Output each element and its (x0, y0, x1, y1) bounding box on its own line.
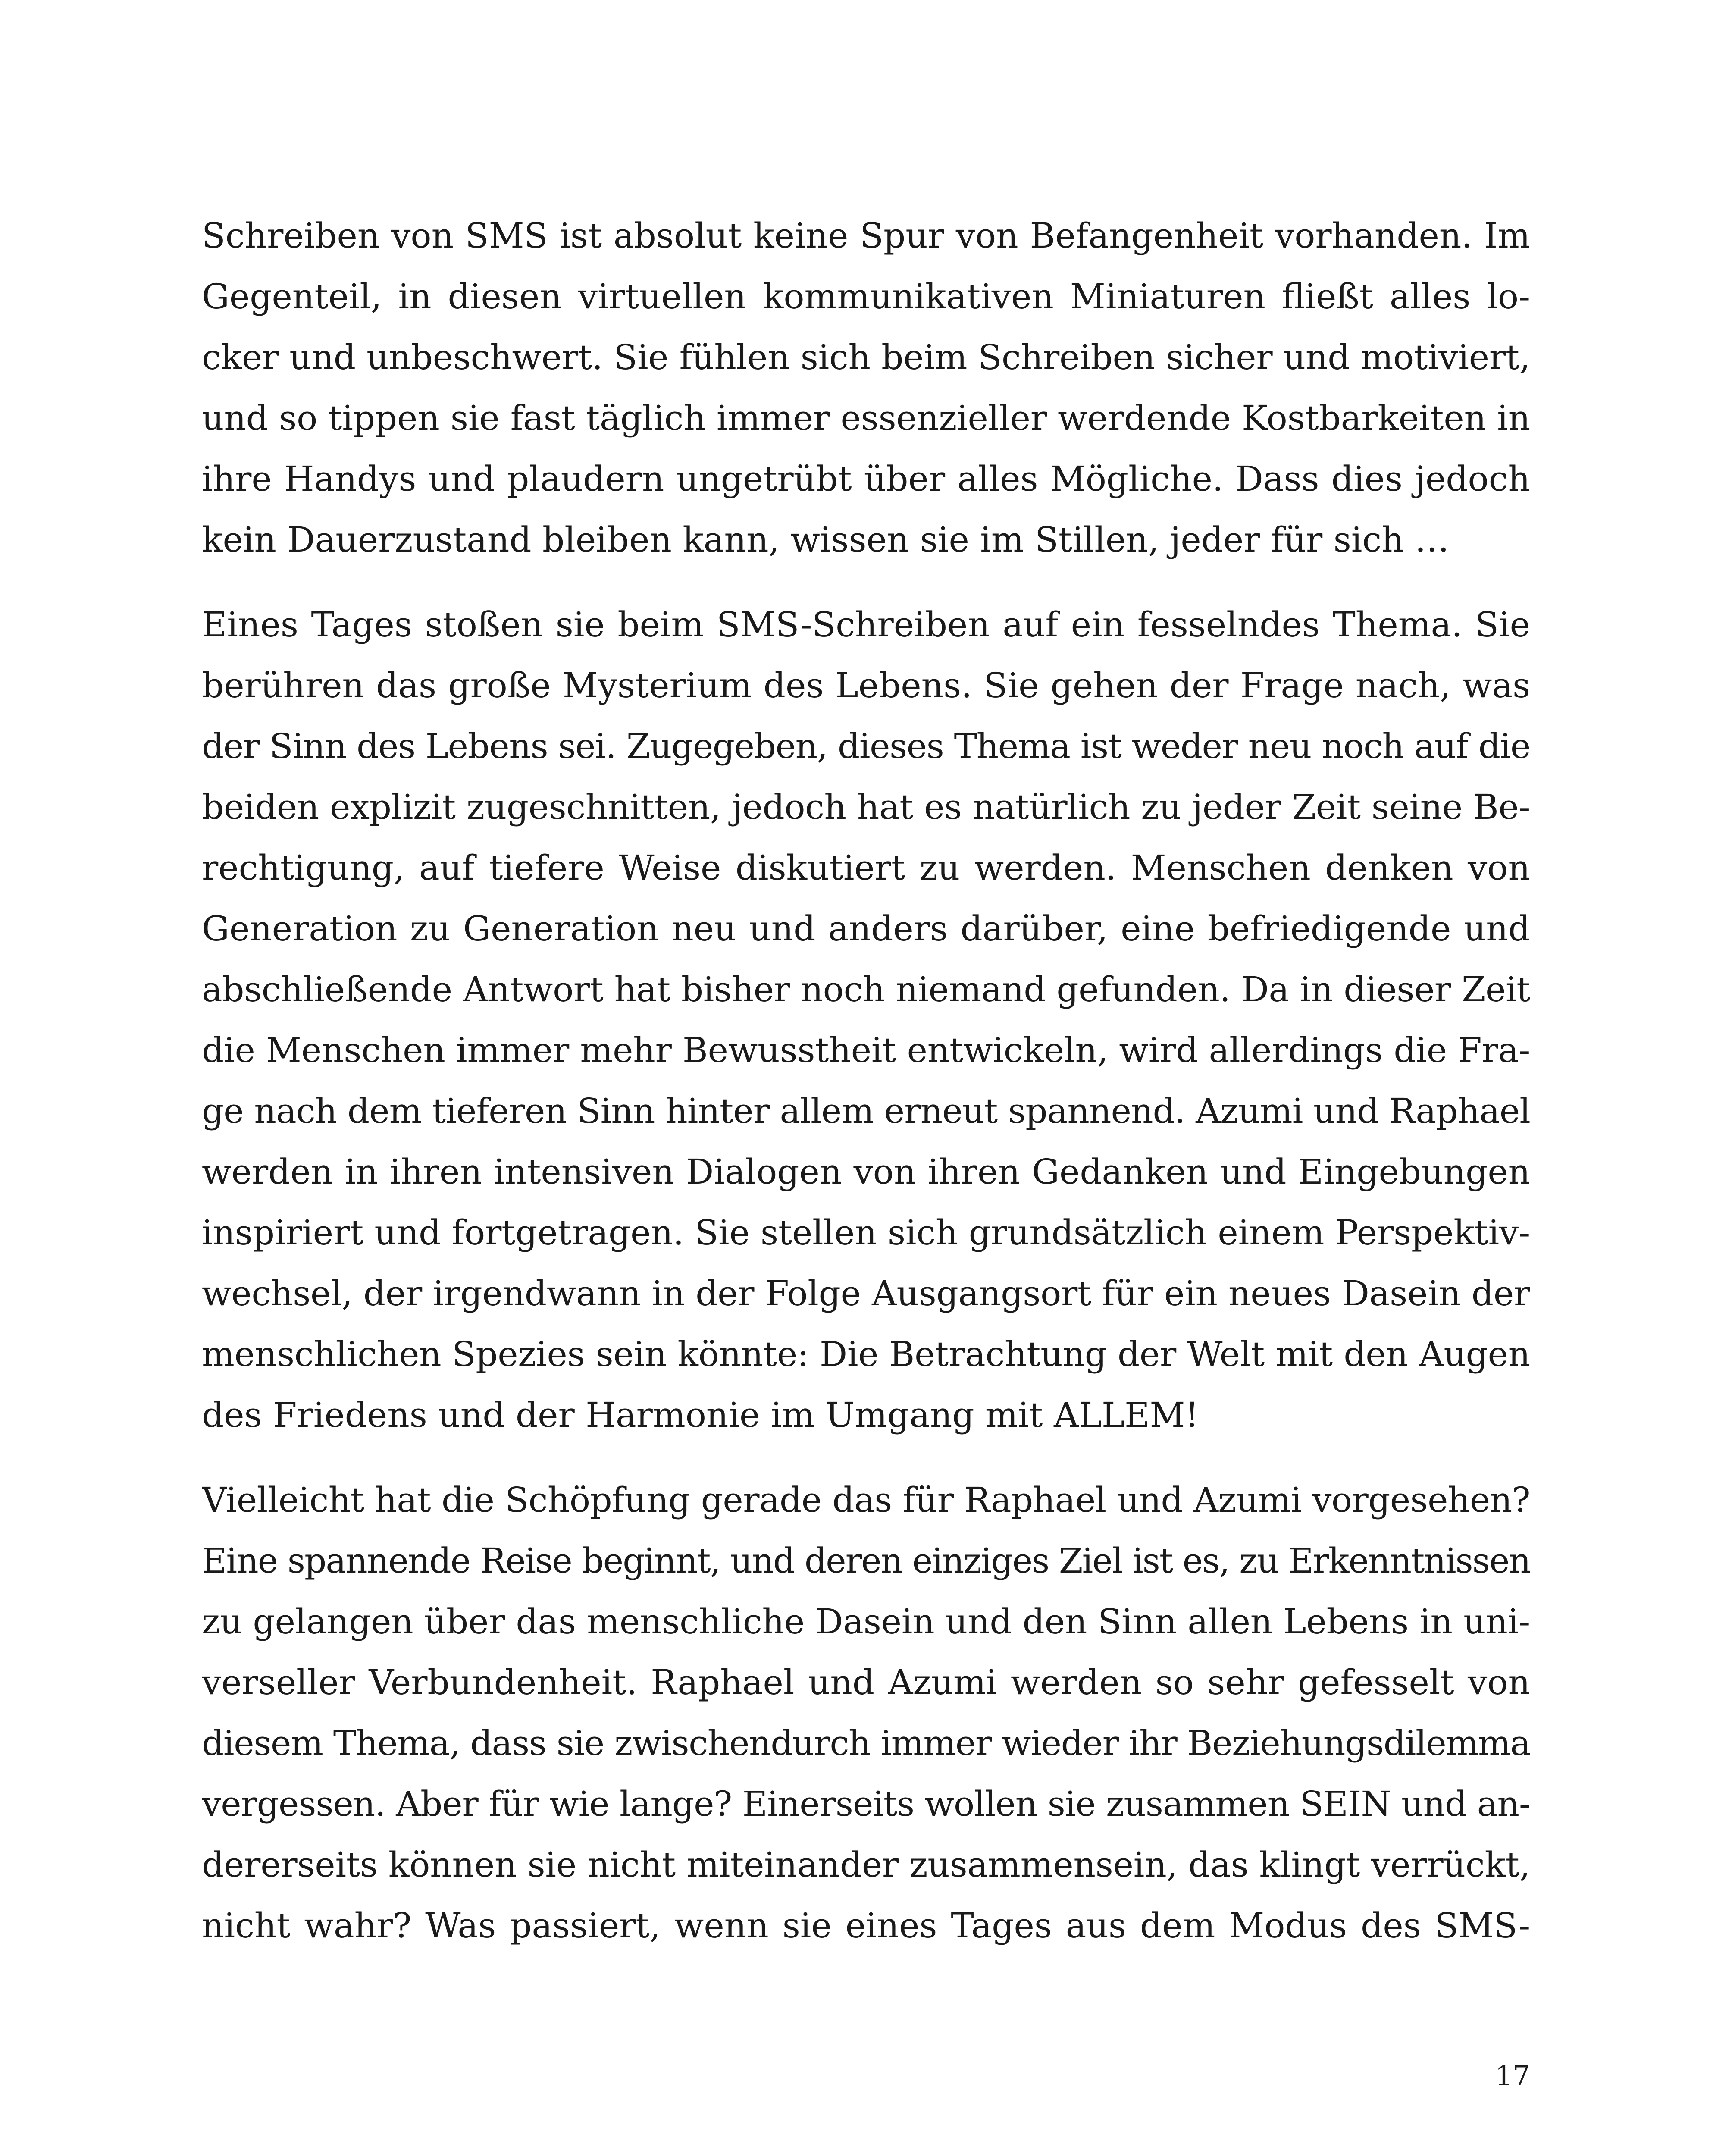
text-line: des Friedens und der Harmonie im Umgang mit ALLEM! (202, 1395, 1199, 1435)
paragraph-3 (202, 1470, 1530, 1956)
paragraph-1 (202, 205, 1530, 570)
text-line: die Menschen immer mehr Bewusstheit entwickeln, wird allerdings die Fra- (202, 1030, 1530, 1070)
paragraph-2 (202, 594, 1530, 1445)
text-line: ge nach dem tieferen Sinn hinter allem erneut spannend. Azumi und Raphael (202, 1091, 1530, 1131)
text-line: ihre Handys und plaudern ungetrübt über alles Mögliche. Dass dies jedoch (202, 459, 1530, 499)
text-line: Schreiben von SMS ist absolut keine Spur von Befangenheit vorhanden. Im (202, 216, 1530, 256)
text-line: verseller Verbundenheit. Raphael und Azumi werden so sehr gefesselt von (202, 1662, 1530, 1702)
text-line: kein Dauerzustand bleiben kann, wissen sie im Stillen, jeder für sich … (202, 520, 1450, 560)
text-line: diesem Thema, dass sie zwischendurch immer wieder ihr Beziehungsdilemma (202, 1723, 1530, 1763)
page-number: 17 (1495, 2060, 1530, 2092)
text-line: rechtigung, auf tiefere Weise diskutiert zu werden. Menschen denken von (202, 848, 1530, 888)
text-line: werden in ihren intensiven Dialogen von ihren Gedanken und Eingebungen (202, 1152, 1530, 1192)
text-line: nicht wahr? Was passiert, wenn sie eines Tages aus dem Modus des SMS- (202, 1905, 1530, 1946)
text-line: cker und unbeschwert. Sie fühlen sich beim Schreiben sicher und motiviert, (202, 337, 1530, 377)
text-line: Eines Tages stoßen sie beim SMS-Schreiben auf ein fesselndes Thema. Sie (202, 605, 1530, 645)
text-line: Gegenteil, in diesen virtuellen kommunikativen Miniaturen fließt alles lo- (202, 276, 1530, 317)
text-line: der Sinn des Lebens sei. Zugegeben, dieses Thema ist weder neu noch auf die (202, 726, 1530, 766)
text-line: dererseits können sie nicht miteinander zusammensein, das klingt verrückt, (202, 1845, 1530, 1885)
text-line: wechsel, der irgendwann in der Folge Ausgangsort für ein neues Dasein der (202, 1273, 1530, 1313)
text-line: menschlichen Spezies sein könnte: Die Betrachtung der Welt mit den Augen (202, 1334, 1530, 1374)
text-line: beiden explizit zugeschnitten, jedoch hat es natürlich zu jeder Zeit seine Be- (202, 787, 1530, 827)
text-line: vergessen. Aber für wie lange? Einerseits wollen sie zusammen SEIN und an- (202, 1784, 1530, 1824)
text-line: Vielleicht hat die Schöpfung gerade das für Raphael und Azumi vorgesehen? (202, 1480, 1530, 1520)
text-line: berühren das große Mysterium des Lebens. Sie gehen der Frage nach, was (202, 665, 1530, 705)
text-line: und so tippen sie fast täglich immer essenzieller werdende Kostbarkeiten in (202, 398, 1530, 438)
text-line: Eine spannende Reise beginnt, und deren einziges Ziel ist es, zu Erkenntnissen (202, 1541, 1530, 1581)
body-text (202, 205, 1530, 1956)
text-line: abschließende Antwort hat bisher noch niemand gefunden. Da in dieser Zeit (202, 969, 1530, 1009)
text-line: zu gelangen über das menschliche Dasein und den Sinn allen Lebens in uni- (202, 1601, 1530, 1642)
text-line: inspiriert und fortgetragen. Sie stellen sich grundsätzlich einem Perspektiv- (202, 1213, 1530, 1253)
text-line: Generation zu Generation neu und anders darüber, eine befriedigende und (202, 909, 1530, 949)
